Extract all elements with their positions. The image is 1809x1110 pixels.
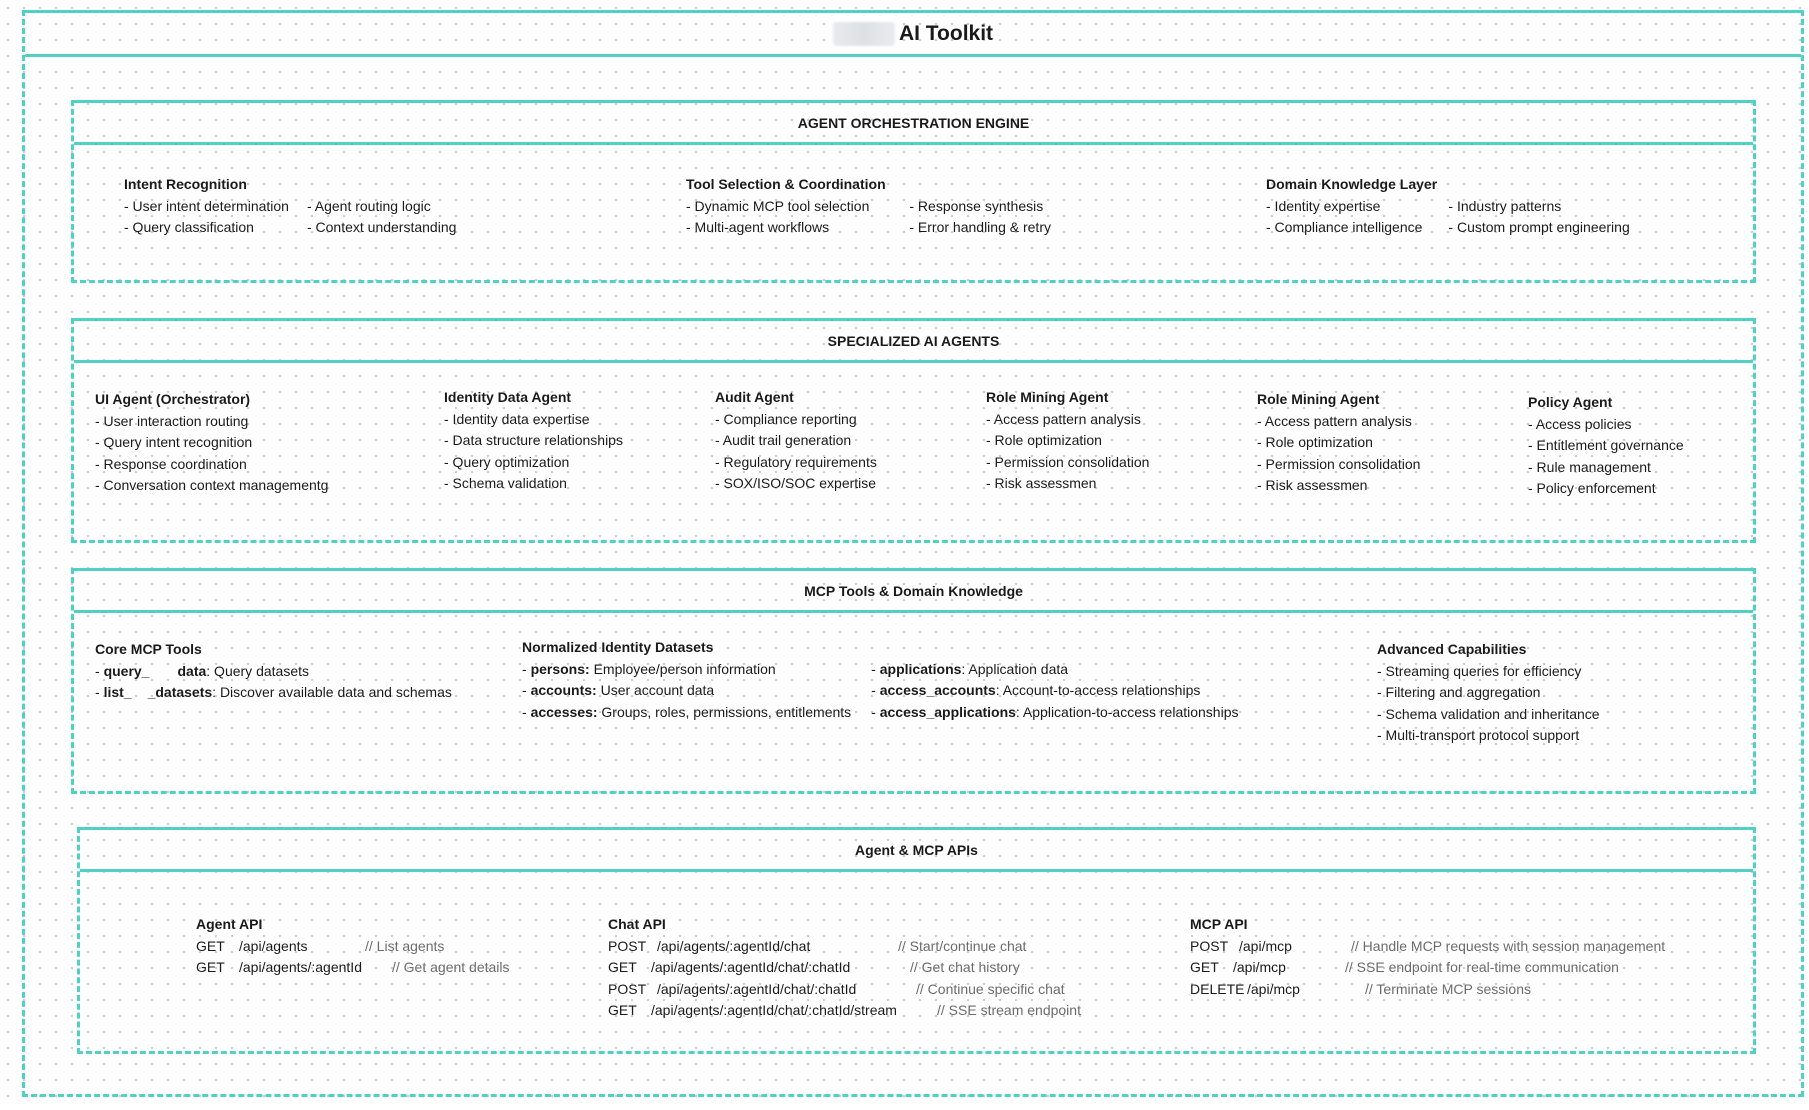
endpoint-comment: // Handle MCP requests with session management (1351, 937, 1666, 954)
endpoint-comment: // Get agent details (392, 959, 510, 975)
intent-recognition-title: Intent Recognition (124, 176, 247, 192)
identity-datasets-title: Normalized Identity Datasets (522, 639, 714, 655)
agent-capability: - Compliance reporting (715, 410, 857, 427)
api-endpoint-row (608, 1000, 1081, 1022)
mcp-tools-section (71, 568, 1756, 794)
advanced-capabilities-title: Advanced Capabilities (1377, 641, 1527, 657)
agent-capability: - Regulatory requirements (715, 453, 877, 470)
capability-item: - Schema validation and inheritance (1377, 705, 1600, 722)
agents-heading: SPECIALIZED AI AGENTS (74, 321, 1753, 363)
toolkit-header (25, 13, 1801, 57)
domain-knowledge-item: - Custom prompt engineering (1448, 219, 1630, 235)
domain-knowledge-item: - Compliance intelligence (1266, 219, 1423, 235)
agent-capability: - Identity data expertise (444, 410, 590, 427)
agents-section (71, 318, 1756, 543)
agent-capability: - Conversation context managementg (95, 477, 329, 493)
agent-capability: - Query optimization (444, 453, 570, 470)
agent-capability: - Access pattern analysis (986, 410, 1141, 427)
intent-item: - User intent determination (124, 197, 289, 214)
agent-title: Role Mining Agent (1257, 391, 1380, 407)
endpoint-comment: // SSE stream endpoint (937, 1002, 1081, 1018)
agent-capability: - Role optimization (986, 432, 1102, 448)
api-endpoint-row (1190, 957, 1665, 979)
dataset-item: - accesses: Groups, roles, permissions, entitlements (522, 703, 852, 720)
chat-api-title: Chat API (608, 916, 666, 932)
advanced-capabilities-block (1377, 639, 1600, 747)
agent-title: Identity Data Agent (444, 389, 572, 405)
intent-item: - Query classification (124, 219, 254, 235)
mcp-tool-item: - query_ data: Query datasets (95, 662, 309, 679)
http-method: GET (608, 1002, 637, 1018)
api-endpoint-row (1190, 979, 1665, 1001)
endpoint-comment: // Start/continue chat (898, 937, 1027, 954)
endpoint-path: /api/agents/:agentId/chat/:chatId (657, 980, 857, 997)
endpoint-comment: // SSE endpoint for real-time communication (1345, 959, 1619, 975)
endpoint-path: /api/agents/:agentId/chat/:chatId (651, 959, 851, 975)
tool-selection-item: - Dynamic MCP tool selection (686, 197, 870, 214)
endpoint-comment: // Continue specific chat (916, 980, 1065, 997)
agent-capability: - Schema validation (444, 475, 567, 491)
redacted-logo (833, 22, 895, 46)
intent-item: - Agent routing logic (306, 197, 431, 214)
agent-capability: - Access pattern analysis (1257, 412, 1412, 429)
intent-item: - Context understanding (306, 219, 457, 235)
agent-card-audit (715, 387, 877, 495)
agent-card-policy (1528, 392, 1684, 500)
apis-section (77, 827, 1756, 1054)
orchestration-heading: AGENT ORCHESTRATION ENGINE (74, 103, 1753, 145)
agent-card-identity-data (444, 387, 623, 495)
endpoint-path: /api/mcp (1239, 937, 1292, 954)
core-mcp-tools-block (95, 639, 452, 704)
agent-capability: - Rule management (1528, 458, 1651, 475)
dataset-item: - accounts: User account data (522, 682, 715, 698)
agent-title: Audit Agent (715, 389, 794, 405)
core-mcp-tools-title: Core MCP Tools (95, 641, 202, 657)
endpoint-path: /api/agents/:agentId/chat/:chatId/stream (651, 1002, 897, 1018)
endpoint-path: /api/agents/:agentId/chat (657, 937, 811, 954)
dataset-item: - persons: Employee/person information (522, 660, 776, 677)
agent-title: UI Agent (Orchestrator) (95, 391, 251, 407)
http-method: POST (608, 937, 647, 954)
agent-api-block (196, 914, 510, 979)
apis-heading: Agent & MCP APIs (80, 830, 1753, 872)
agent-capability: - Response coordination (95, 455, 247, 472)
tool-selection-block (686, 174, 1051, 239)
http-method: GET (608, 959, 637, 975)
endpoint-comment: // List agents (365, 937, 445, 954)
agent-title: Policy Agent (1528, 394, 1613, 410)
endpoint-comment: // Get chat history (910, 959, 1020, 975)
api-endpoint-row (608, 979, 1081, 1001)
orchestration-section (71, 100, 1756, 283)
http-method: POST (1190, 937, 1229, 954)
mcp-tool-item: - list_ _datasets: Discover available data and schemas (95, 684, 452, 700)
http-method: GET (196, 937, 225, 954)
domain-knowledge-title: Domain Knowledge Layer (1266, 176, 1438, 192)
domain-knowledge-item: - Industry patterns (1448, 197, 1562, 214)
agent-api-title: Agent API (196, 916, 263, 932)
intent-recognition-block (124, 174, 456, 239)
agent-card-role-mining (1257, 389, 1420, 497)
agent-capability: - Risk assessmen (1257, 477, 1368, 493)
capability-item: - Multi-transport protocol support (1377, 727, 1580, 743)
endpoint-path: /api/agents/:agentId (239, 959, 362, 975)
tool-selection-item: - Response synthesis (909, 197, 1044, 214)
dataset-item: - access_accounts: Account-to-access relationships (871, 682, 1201, 698)
http-method: POST (608, 980, 647, 997)
endpoint-comment: // Terminate MCP sessions (1365, 980, 1531, 997)
api-endpoint-row (196, 957, 510, 979)
tool-selection-item: - Error handling & retry (909, 219, 1051, 235)
agent-capability: - Query intent recognition (95, 434, 253, 450)
agent-capability: - Risk assessmen (986, 475, 1097, 491)
endpoint-path: /api/agents (239, 937, 308, 954)
tool-selection-title: Tool Selection & Coordination (686, 176, 886, 192)
mcp-api-block (1190, 914, 1665, 1000)
dataset-item: - applications: Application data (871, 660, 1069, 677)
mcp-tools-heading: MCP Tools & Domain Knowledge (74, 571, 1753, 613)
toolkit-title: AI Toolkit (898, 21, 994, 45)
http-method: GET (1190, 959, 1219, 975)
agent-capability: - Access policies (1528, 415, 1632, 432)
http-method: GET (196, 959, 225, 975)
agent-capability: - SOX/ISO/SOC expertise (715, 475, 877, 491)
agent-capability: - Policy enforcement (1528, 480, 1656, 496)
capability-item: - Filtering and aggregation (1377, 684, 1541, 700)
mcp-api-title: MCP API (1190, 916, 1248, 932)
endpoint-path: /api/mcp (1233, 959, 1286, 975)
http-method: DELETE (1190, 980, 1245, 997)
chat-api-block (608, 914, 1081, 1022)
agent-capability: - User interaction routing (95, 412, 249, 429)
tool-selection-item: - Multi-agent workflows (686, 219, 830, 235)
agent-capability: - Permission consolidation (1257, 455, 1421, 472)
identity-datasets-block (522, 637, 1238, 723)
agent-capability: - Role optimization (1257, 434, 1373, 450)
api-endpoint-row (608, 936, 1081, 958)
api-endpoint-row (608, 957, 1081, 979)
agent-capability: - Permission consolidation (986, 453, 1150, 470)
endpoint-path: /api/mcp (1247, 980, 1300, 997)
domain-knowledge-block (1266, 174, 1630, 239)
dataset-item: - access_applications: Application-to-access relationships (871, 703, 1239, 720)
agent-card-role-mining (986, 387, 1149, 495)
agent-capability: - Data structure relationships (444, 432, 623, 448)
capability-item: - Streaming queries for efficiency (1377, 662, 1582, 679)
agent-capability: - Audit trail generation (715, 432, 852, 448)
agent-card-ui (95, 389, 328, 497)
api-endpoint-row (1190, 936, 1665, 958)
domain-knowledge-item: - Identity expertise (1266, 197, 1381, 214)
agent-capability: - Entitlement governance (1528, 437, 1684, 453)
api-endpoint-row (196, 936, 510, 958)
agent-title: Role Mining Agent (986, 389, 1109, 405)
